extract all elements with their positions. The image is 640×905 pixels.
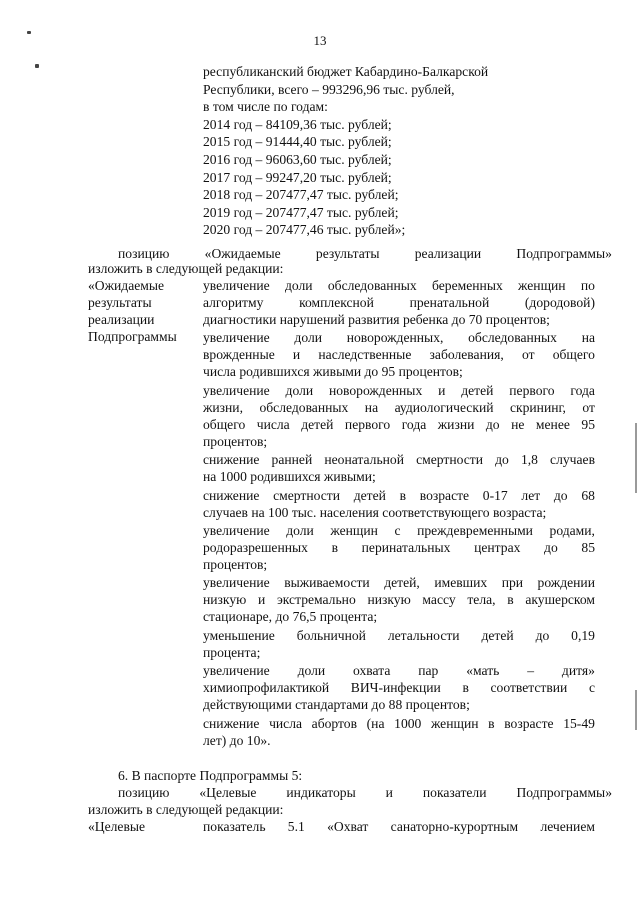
result-line: диагностики нарушений развития ребенка до 70 процентов; — [203, 312, 550, 327]
result-line — [203, 294, 595, 311]
word: тела, — [467, 592, 496, 608]
budget-line: республиканский бюджет Кабардино-Балкарской — [203, 64, 489, 79]
word: и — [257, 592, 266, 608]
word: доли — [297, 663, 326, 679]
word: жизни, — [203, 399, 243, 415]
word: общего — [552, 347, 595, 363]
result-line — [203, 277, 595, 294]
instruction-line: изложить в следующей редакции: — [88, 802, 284, 817]
word: «Охват — [327, 819, 369, 834]
word: увеличение — [203, 575, 270, 591]
word: абортов — [311, 715, 358, 731]
result-item — [203, 662, 595, 713]
word: позицию — [118, 785, 170, 800]
word: до — [495, 452, 509, 468]
word: индикаторы — [286, 785, 356, 800]
result-line — [203, 487, 595, 504]
budget-line: 2018 год – 207477,47 тыс. рублей; — [203, 187, 399, 203]
word: с — [394, 522, 401, 538]
result-item — [203, 451, 595, 485]
result-item — [203, 329, 595, 380]
word: пренатальной — [409, 295, 490, 310]
word: в — [507, 592, 514, 608]
word: случаев — [550, 452, 595, 468]
result-line: процента; — [203, 644, 261, 660]
word: новорожденных — [328, 382, 423, 398]
word: детей — [461, 382, 494, 398]
word: – — [527, 663, 535, 679]
result-line — [203, 329, 595, 346]
word: снижение — [203, 715, 260, 731]
word: аудиологический — [394, 399, 494, 415]
word: первого — [344, 416, 391, 432]
word: новорожденных, — [346, 330, 444, 346]
word: снижение — [203, 487, 260, 503]
word: числа — [269, 715, 303, 731]
word: до — [553, 487, 568, 503]
result-item — [203, 522, 595, 573]
results-label-line: Подпрограммы — [88, 329, 177, 344]
word: 1000 — [394, 715, 422, 731]
word: числа — [256, 416, 290, 432]
word: (дородовой) — [524, 295, 595, 310]
result-line: процентов; — [203, 433, 268, 449]
word: в — [462, 680, 469, 696]
word: преждевременными — [417, 522, 533, 538]
results-label-line: «Ожидаемые — [88, 278, 165, 293]
word: женщин — [518, 278, 566, 293]
word: лечением — [540, 819, 595, 834]
word: неонатальной — [324, 452, 404, 468]
budget-line: 2016 год – 96063,60 тыс. рублей; — [203, 151, 392, 167]
results-label — [88, 277, 200, 345]
word: женщин — [330, 522, 378, 538]
word: санаторно-курортным — [390, 819, 519, 834]
result-line: лет) до 10». — [203, 732, 271, 748]
word: и — [438, 382, 446, 398]
result-item — [203, 487, 595, 521]
result-item — [203, 627, 595, 661]
word: скрининг, — [509, 399, 566, 415]
page-number: 13 — [313, 33, 327, 48]
word: доли — [285, 382, 314, 398]
result-line: числа родившихся живыми до 95 процентов; — [203, 364, 463, 380]
result-line — [203, 451, 595, 468]
instruction-line — [118, 784, 612, 801]
word: года — [570, 382, 595, 398]
word: в — [331, 539, 338, 555]
word: в — [399, 487, 407, 503]
result-line — [203, 346, 595, 363]
result-line — [203, 679, 595, 696]
word: результаты — [315, 246, 380, 261]
word: Подпрограммы» — [516, 246, 612, 261]
result-line — [203, 591, 595, 608]
word: родоразрешенных — [203, 539, 308, 555]
word: «Ожидаемые — [204, 246, 281, 261]
result-line — [203, 627, 595, 644]
word: до — [485, 416, 500, 432]
result-line — [203, 382, 595, 399]
word: женщин — [430, 715, 479, 731]
result-line — [203, 662, 595, 679]
budget-line: 2014 год – 84109,36 тыс. рублей; — [203, 116, 392, 132]
word: 0,19 — [571, 627, 595, 643]
budget-line: 2017 год – 99247,20 тыс. рублей; — [203, 169, 392, 185]
word: «мать — [466, 663, 500, 679]
result-item — [203, 715, 595, 749]
word: жизни — [437, 416, 475, 432]
budget-line: 2019 год – 207477,47 тыс. рублей; — [203, 204, 399, 220]
word: возрасте — [419, 487, 470, 503]
word: врожденные — [203, 347, 275, 363]
word: не — [511, 416, 525, 432]
result-line: процентов; — [203, 556, 268, 572]
result-line: случаев на 100 тыс. населения соответствующего возраста; — [203, 504, 547, 520]
result-line — [203, 574, 595, 591]
scan-edge-mark — [635, 423, 637, 493]
result-line — [203, 522, 595, 539]
word: обследованных — [259, 399, 349, 415]
word: 68 — [581, 487, 595, 503]
word: смертности — [273, 487, 341, 503]
word: 5.1 — [287, 819, 305, 834]
word: ранней — [271, 452, 313, 468]
result-item — [203, 277, 595, 328]
word: комплексной — [299, 295, 374, 310]
word: увеличение — [203, 278, 270, 293]
word: доли — [286, 522, 314, 538]
result-line: действующими стандартами до 88 процентов; — [203, 697, 470, 713]
word: и — [292, 347, 301, 363]
word: первого — [509, 382, 555, 398]
word: увеличение — [203, 330, 270, 346]
result-line — [203, 539, 595, 556]
result-line — [203, 416, 595, 433]
word: (на — [366, 715, 385, 731]
word: 95 — [581, 416, 595, 432]
word: 0-17 — [482, 487, 508, 503]
word: имевших — [434, 575, 488, 591]
word: общего — [203, 416, 246, 432]
results-label-line: результаты — [88, 295, 152, 310]
word: при — [501, 575, 524, 591]
word: детей — [301, 416, 334, 432]
indicators-label: «Целевые — [88, 819, 146, 834]
word: на — [581, 330, 595, 346]
word: обследованных — [327, 278, 417, 293]
word: реализации — [414, 246, 482, 261]
word: рождении — [537, 575, 595, 591]
result-line — [203, 715, 595, 732]
word: доли — [294, 330, 322, 346]
result-line: на 1000 родившихся живыми; — [203, 469, 376, 485]
word: детей, — [384, 575, 420, 591]
word: низкую — [367, 592, 411, 608]
word: ВИЧ-инфекции — [350, 680, 441, 696]
word: в — [488, 715, 495, 731]
word: по — [580, 278, 595, 293]
results-list — [203, 277, 595, 750]
word: выживаемости — [284, 575, 370, 591]
word: больничной — [296, 627, 366, 643]
word: увеличение — [203, 382, 270, 398]
word: на — [364, 399, 379, 415]
word: до — [535, 627, 550, 643]
word: перинатальных — [361, 539, 451, 555]
scan-speck — [35, 64, 39, 68]
word: показатель — [203, 819, 266, 834]
result-line: стационаре, до 76,5 процента; — [203, 609, 378, 625]
word: дитя» — [561, 663, 595, 679]
word: детей — [353, 487, 386, 503]
result-line — [203, 399, 595, 416]
word: 85 — [581, 539, 595, 555]
word: 15-49 — [563, 715, 595, 731]
word: охвата — [353, 663, 391, 679]
word: и — [385, 785, 393, 800]
word: увеличение — [203, 663, 270, 679]
word: соответствии — [490, 680, 568, 696]
word: беременных — [432, 278, 503, 293]
indicator-line — [203, 818, 595, 835]
word: пар — [418, 663, 439, 679]
word: возрасте — [504, 715, 554, 731]
budget-list — [203, 63, 613, 239]
word: центрах — [474, 539, 521, 555]
word: акушерском — [525, 592, 595, 608]
budget-line: Республики, всего – 993296,96 тыс. рублей, — [203, 81, 455, 97]
word: детей — [481, 627, 514, 643]
scan-edge-mark — [635, 690, 637, 730]
word: снижение — [203, 452, 260, 468]
results-label-line: реализации — [88, 312, 155, 327]
word: летальности — [387, 627, 460, 643]
instruction-line: изложить в следующей редакции: — [88, 261, 284, 276]
word: химиопрофилактикой — [203, 680, 330, 696]
word: позицию — [118, 246, 170, 261]
word: доли — [284, 278, 313, 293]
word: смертности — [416, 452, 483, 468]
budget-line: 2015 год – 91444,40 тыс. рублей; — [203, 134, 392, 150]
word: низкую — [203, 592, 247, 608]
word: лет — [521, 487, 541, 503]
result-item — [203, 382, 595, 450]
word: 1,8 — [520, 452, 538, 468]
word: алгоритму — [203, 295, 264, 310]
result-item — [203, 574, 595, 625]
word: с — [588, 680, 595, 696]
budget-line: 2020 год – 207477,46 тыс. рублей»; — [203, 222, 406, 238]
word: уменьшение — [203, 627, 275, 643]
word: экстремально — [276, 592, 356, 608]
word: заболевания, — [429, 347, 504, 363]
word: показатели — [422, 785, 487, 800]
word: до — [544, 539, 558, 555]
section-heading: 6. В паспорте Подпрограммы 5: — [118, 768, 303, 783]
word: Подпрограммы» — [516, 785, 612, 800]
word: года — [401, 416, 427, 432]
word: родами, — [549, 522, 595, 538]
word: наследственные — [318, 347, 412, 363]
word: «Целевые — [199, 785, 257, 800]
word: менее — [535, 416, 570, 432]
word: от — [521, 347, 535, 363]
word: увеличение — [203, 522, 270, 538]
budget-line: в том числе по годам: — [203, 99, 328, 115]
word: от — [582, 399, 595, 415]
word: обследованных — [468, 330, 557, 346]
word: массу — [422, 592, 456, 608]
